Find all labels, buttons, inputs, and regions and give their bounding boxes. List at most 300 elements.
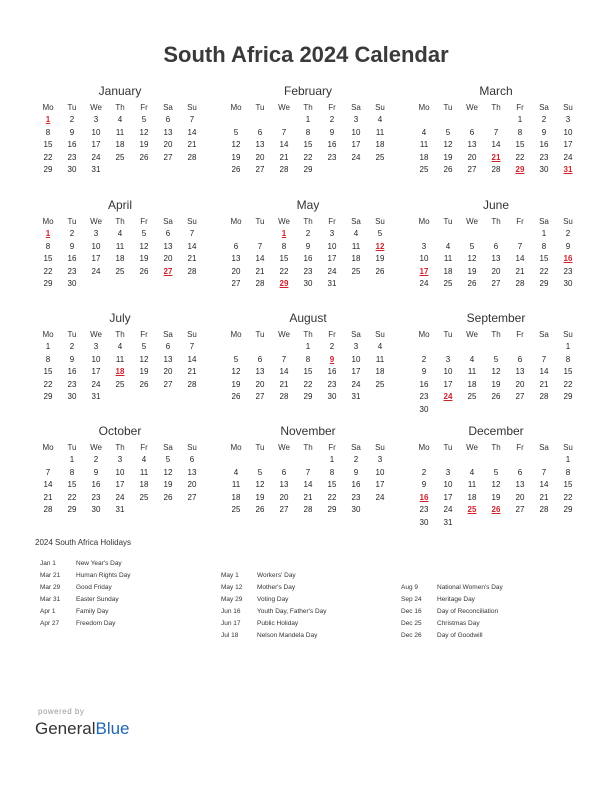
month-grid bbox=[224, 101, 392, 177]
month-grid bbox=[224, 215, 392, 291]
day-cell: 8 bbox=[565, 354, 571, 364]
weekday-header: Sa bbox=[351, 330, 361, 339]
holiday-row bbox=[40, 594, 131, 606]
weekday-header: Sa bbox=[539, 217, 549, 226]
holiday-day-cell: 29 bbox=[279, 279, 289, 289]
day-cell: 12 bbox=[443, 140, 453, 150]
day-cell: 2 bbox=[305, 229, 311, 238]
holiday-row bbox=[221, 594, 327, 606]
weekday-header: Fr bbox=[328, 330, 336, 339]
day-cell: 20 bbox=[491, 266, 501, 276]
weekday-header: Fr bbox=[140, 217, 148, 226]
day-cell: 25 bbox=[231, 505, 241, 515]
day-cell: 22 bbox=[43, 152, 53, 162]
empty-day-cell bbox=[248, 114, 272, 127]
day-cell: 2 bbox=[69, 229, 75, 238]
day-cell: 9 bbox=[69, 354, 75, 364]
day-cell: 29 bbox=[539, 279, 549, 289]
day-cell: 27 bbox=[279, 505, 289, 515]
month-name: July bbox=[109, 311, 131, 325]
day-cell: 28 bbox=[279, 165, 289, 175]
day-cell: 16 bbox=[67, 367, 77, 377]
day-cell: 11 bbox=[375, 127, 385, 137]
day-cell: 15 bbox=[327, 480, 337, 490]
holiday-name: Freedom Day bbox=[76, 620, 116, 627]
day-cell: 17 bbox=[115, 480, 125, 490]
weekday-header: Th bbox=[303, 330, 313, 339]
day-cell: 28 bbox=[255, 279, 265, 289]
day-cell: 11 bbox=[115, 354, 125, 364]
day-cell: 7 bbox=[189, 115, 195, 124]
day-cell: 20 bbox=[163, 367, 173, 377]
weekday-header: Tu bbox=[67, 103, 77, 112]
empty-day-cell bbox=[248, 454, 272, 467]
weekday-header: We bbox=[278, 443, 290, 452]
weekday-header: Su bbox=[187, 103, 197, 112]
holiday-date: Mar 31 bbox=[40, 596, 61, 603]
day-cell: 18 bbox=[139, 480, 149, 490]
day-cell: 2 bbox=[93, 455, 99, 464]
empty-day-cell bbox=[224, 454, 248, 467]
holiday-name: Good Friday bbox=[76, 584, 112, 591]
weekday-header: Sa bbox=[351, 443, 361, 452]
holiday-name: Workers' Day bbox=[257, 572, 296, 579]
day-cell: 10 bbox=[351, 127, 361, 137]
day-cell: 12 bbox=[139, 127, 149, 137]
weekday-header: Sa bbox=[163, 443, 173, 452]
day-cell: 4 bbox=[469, 467, 475, 477]
day-cell: 7 bbox=[189, 229, 195, 238]
holiday-date: Apr 1 bbox=[40, 608, 56, 615]
day-cell: 5 bbox=[233, 354, 239, 364]
day-cell: 28 bbox=[539, 392, 549, 402]
day-cell: 26 bbox=[467, 279, 477, 289]
holiday-day-cell: 16 bbox=[563, 254, 573, 264]
weekday-header: Mo bbox=[230, 443, 242, 452]
weekday-header: Fr bbox=[516, 443, 524, 452]
day-cell: 8 bbox=[45, 127, 51, 137]
holiday-name: Christmas Day bbox=[437, 620, 480, 627]
day-cell: 30 bbox=[67, 279, 77, 289]
holiday-column bbox=[401, 582, 503, 642]
day-cell: 4 bbox=[117, 115, 123, 124]
day-cell: 22 bbox=[327, 492, 337, 502]
day-cell: 10 bbox=[327, 241, 337, 251]
empty-day-cell bbox=[248, 341, 272, 354]
weekday-header: Su bbox=[375, 330, 385, 339]
day-cell: 29 bbox=[303, 165, 313, 175]
day-cell: 13 bbox=[187, 467, 197, 477]
holiday-row bbox=[401, 630, 503, 642]
day-cell: 5 bbox=[141, 115, 147, 124]
holiday-day-cell: 1 bbox=[45, 115, 51, 124]
holiday-name: Youth Day, Father's Day bbox=[257, 608, 327, 615]
weekday-header: Fr bbox=[140, 443, 148, 452]
holiday-date: Jul 18 bbox=[221, 632, 239, 639]
weekday-header: We bbox=[278, 103, 290, 112]
day-cell: 2 bbox=[69, 115, 75, 124]
day-cell: 23 bbox=[67, 152, 77, 162]
day-cell: 27 bbox=[515, 505, 525, 515]
day-cell: 29 bbox=[563, 392, 573, 402]
day-cell: 13 bbox=[255, 140, 265, 150]
day-cell: 18 bbox=[115, 140, 125, 150]
day-cell: 9 bbox=[69, 127, 75, 137]
day-cell: 17 bbox=[443, 379, 453, 389]
page-title: South Africa 2024 Calendar bbox=[163, 42, 449, 67]
weekday-header: Fr bbox=[140, 103, 148, 112]
day-cell: 27 bbox=[255, 165, 265, 175]
month-july bbox=[36, 310, 204, 404]
empty-day-cell bbox=[460, 114, 484, 127]
day-cell: 25 bbox=[351, 266, 361, 276]
holiday-name: National Women's Day bbox=[437, 584, 503, 591]
day-cell: 14 bbox=[187, 127, 197, 137]
day-cell: 19 bbox=[139, 367, 149, 377]
day-cell: 3 bbox=[421, 241, 427, 251]
month-april bbox=[36, 197, 204, 291]
day-cell: 6 bbox=[517, 354, 523, 364]
day-cell: 1 bbox=[69, 455, 75, 464]
day-cell: 30 bbox=[419, 404, 429, 414]
holiday-name: Nelson Mandela Day bbox=[257, 632, 318, 639]
day-cell: 4 bbox=[141, 455, 147, 464]
day-cell: 18 bbox=[375, 140, 385, 150]
day-cell: 20 bbox=[187, 480, 197, 490]
day-cell: 26 bbox=[491, 392, 501, 402]
month-january bbox=[36, 83, 204, 177]
holiday-day-cell: 27 bbox=[163, 266, 173, 276]
day-cell: 19 bbox=[491, 379, 501, 389]
day-cell: 22 bbox=[563, 379, 573, 389]
month-november bbox=[224, 423, 392, 517]
day-cell: 7 bbox=[541, 354, 547, 364]
day-cell: 6 bbox=[189, 455, 195, 464]
day-cell: 24 bbox=[91, 152, 101, 162]
day-cell: 28 bbox=[303, 505, 313, 515]
day-cell: 15 bbox=[279, 254, 289, 264]
day-cell: 23 bbox=[303, 266, 313, 276]
weekday-header: Tu bbox=[67, 217, 77, 226]
empty-day-cell bbox=[272, 454, 296, 467]
day-cell: 21 bbox=[187, 254, 197, 264]
day-cell: 5 bbox=[493, 354, 499, 364]
day-cell: 21 bbox=[255, 266, 265, 276]
day-cell: 27 bbox=[515, 392, 525, 402]
day-cell: 6 bbox=[493, 241, 499, 251]
weekday-header: Th bbox=[115, 217, 125, 226]
empty-day-cell bbox=[484, 228, 508, 241]
day-cell: 17 bbox=[91, 254, 101, 264]
holiday-row bbox=[221, 630, 327, 642]
holiday-date: Sep 24 bbox=[401, 596, 422, 603]
day-cell: 10 bbox=[563, 127, 573, 137]
weekday-header: Mo bbox=[418, 330, 430, 339]
day-cell: 23 bbox=[419, 505, 429, 515]
weekday-header: Th bbox=[491, 217, 501, 226]
day-cell: 25 bbox=[115, 379, 125, 389]
weekday-header: Mo bbox=[418, 443, 430, 452]
weekday-header: We bbox=[90, 103, 102, 112]
day-cell: 23 bbox=[67, 379, 77, 389]
day-cell: 1 bbox=[305, 115, 311, 124]
weekday-header: Fr bbox=[328, 443, 336, 452]
day-cell: 4 bbox=[233, 467, 239, 477]
month-march bbox=[412, 83, 580, 177]
day-cell: 23 bbox=[539, 152, 549, 162]
day-cell: 27 bbox=[255, 392, 265, 402]
holiday-row bbox=[40, 570, 131, 582]
weekday-header: We bbox=[278, 330, 290, 339]
weekday-header: We bbox=[466, 103, 478, 112]
day-cell: 15 bbox=[67, 480, 77, 490]
day-cell: 4 bbox=[445, 241, 451, 251]
empty-day-cell bbox=[412, 341, 436, 354]
holiday-name: Voting Day bbox=[257, 596, 289, 603]
month-grid bbox=[36, 215, 204, 291]
day-cell: 4 bbox=[117, 229, 123, 238]
holiday-name: New Year's Day bbox=[76, 560, 122, 567]
day-cell: 19 bbox=[139, 254, 149, 264]
day-cell: 9 bbox=[541, 127, 547, 137]
day-cell: 29 bbox=[43, 392, 53, 402]
day-cell: 30 bbox=[351, 505, 361, 515]
day-cell: 25 bbox=[139, 492, 149, 502]
day-cell: 24 bbox=[115, 492, 125, 502]
day-cell: 18 bbox=[467, 379, 477, 389]
day-cell: 11 bbox=[115, 127, 125, 137]
empty-day-cell bbox=[412, 454, 436, 467]
day-cell: 14 bbox=[491, 140, 501, 150]
day-cell: 5 bbox=[257, 467, 263, 477]
day-cell: 9 bbox=[421, 367, 427, 377]
day-cell: 9 bbox=[305, 241, 311, 251]
day-cell: 27 bbox=[187, 492, 197, 502]
day-cell: 10 bbox=[91, 354, 101, 364]
holiday-date: Dec 16 bbox=[401, 608, 422, 615]
month-grid bbox=[412, 101, 580, 177]
day-cell: 22 bbox=[539, 266, 549, 276]
day-cell: 9 bbox=[69, 241, 75, 251]
month-name: September bbox=[466, 311, 526, 325]
day-cell: 8 bbox=[45, 241, 51, 251]
holiday-name: Day of Reconciliation bbox=[437, 608, 499, 615]
day-cell: 20 bbox=[467, 152, 477, 162]
day-cell: 30 bbox=[67, 392, 77, 402]
day-cell: 11 bbox=[467, 367, 477, 377]
day-cell: 8 bbox=[69, 467, 75, 477]
holiday-row bbox=[221, 606, 327, 618]
holiday-name: Mother's Day bbox=[257, 584, 296, 591]
month-name: December bbox=[468, 424, 524, 438]
day-cell: 21 bbox=[279, 152, 289, 162]
day-cell: 23 bbox=[327, 379, 337, 389]
day-cell: 12 bbox=[139, 354, 149, 364]
day-cell: 2 bbox=[353, 455, 359, 464]
weekday-header: Sa bbox=[539, 330, 549, 339]
day-cell: 28 bbox=[43, 505, 53, 515]
holiday-date: Aug 9 bbox=[401, 584, 418, 591]
day-cell: 4 bbox=[353, 229, 359, 238]
day-cell: 30 bbox=[419, 517, 429, 527]
day-cell: 16 bbox=[419, 379, 429, 389]
day-cell: 6 bbox=[257, 354, 263, 364]
day-cell: 7 bbox=[305, 467, 311, 477]
month-name: January bbox=[98, 84, 142, 98]
day-cell: 16 bbox=[91, 480, 101, 490]
empty-day-cell bbox=[36, 454, 60, 467]
day-cell: 13 bbox=[231, 254, 241, 264]
day-cell: 8 bbox=[565, 467, 571, 477]
weekday-header: Th bbox=[303, 217, 313, 226]
month-december bbox=[412, 423, 580, 530]
day-cell: 6 bbox=[469, 127, 475, 137]
weekday-header: Su bbox=[375, 103, 385, 112]
day-cell: 11 bbox=[231, 480, 241, 490]
day-cell: 28 bbox=[187, 266, 197, 276]
weekday-header: Fr bbox=[328, 217, 336, 226]
holiday-row bbox=[401, 582, 503, 594]
day-cell: 16 bbox=[327, 140, 337, 150]
day-cell: 24 bbox=[443, 505, 453, 515]
weekday-header: Th bbox=[491, 330, 501, 339]
day-cell: 19 bbox=[231, 379, 241, 389]
day-cell: 26 bbox=[231, 392, 241, 402]
day-cell: 11 bbox=[443, 254, 453, 264]
day-cell: 18 bbox=[351, 254, 361, 264]
day-cell: 22 bbox=[515, 152, 525, 162]
day-cell: 20 bbox=[515, 492, 525, 502]
holiday-column bbox=[40, 558, 131, 630]
day-cell: 24 bbox=[351, 379, 361, 389]
day-cell: 19 bbox=[467, 266, 477, 276]
day-cell: 1 bbox=[517, 115, 523, 124]
weekday-header: Su bbox=[187, 217, 197, 226]
empty-day-cell bbox=[508, 341, 532, 354]
day-cell: 12 bbox=[163, 467, 173, 477]
empty-day-cell bbox=[460, 454, 484, 467]
day-cell: 17 bbox=[351, 140, 361, 150]
day-cell: 1 bbox=[45, 342, 51, 351]
holiday-date: Dec 26 bbox=[401, 632, 422, 639]
day-cell: 28 bbox=[187, 379, 197, 389]
day-cell: 13 bbox=[255, 367, 265, 377]
day-cell: 8 bbox=[305, 127, 311, 137]
holiday-day-cell: 16 bbox=[419, 492, 429, 502]
weekday-header: Tu bbox=[443, 103, 453, 112]
day-cell: 2 bbox=[329, 342, 335, 351]
day-cell: 15 bbox=[563, 367, 573, 377]
day-cell: 13 bbox=[163, 354, 173, 364]
holiday-day-cell: 12 bbox=[375, 241, 385, 251]
day-cell: 18 bbox=[115, 254, 125, 264]
day-cell: 18 bbox=[375, 367, 385, 377]
day-cell: 22 bbox=[563, 492, 573, 502]
weekday-header: Su bbox=[375, 217, 385, 226]
weekday-header: Tu bbox=[255, 103, 265, 112]
holiday-date: May 12 bbox=[221, 584, 243, 591]
day-cell: 8 bbox=[281, 241, 287, 251]
day-cell: 15 bbox=[539, 254, 549, 264]
month-grid bbox=[412, 441, 580, 530]
day-cell: 17 bbox=[351, 367, 361, 377]
weekday-header: Tu bbox=[67, 330, 77, 339]
day-cell: 8 bbox=[305, 354, 311, 364]
day-cell: 8 bbox=[517, 127, 523, 137]
empty-day-cell bbox=[412, 114, 436, 127]
weekday-header: Tu bbox=[255, 217, 265, 226]
day-cell: 1 bbox=[565, 455, 571, 464]
holiday-date: Mar 21 bbox=[40, 572, 61, 579]
weekday-header: Mo bbox=[42, 103, 54, 112]
weekday-header: Su bbox=[563, 330, 573, 339]
holiday-day-cell: 25 bbox=[467, 505, 477, 515]
day-cell: 24 bbox=[563, 152, 573, 162]
empty-day-cell bbox=[272, 114, 296, 127]
day-cell: 20 bbox=[163, 140, 173, 150]
weekday-header: Mo bbox=[42, 330, 54, 339]
day-cell: 11 bbox=[139, 467, 149, 477]
day-cell: 6 bbox=[165, 342, 171, 351]
holiday-date: Jun 16 bbox=[221, 608, 241, 615]
weekday-header: Th bbox=[303, 443, 313, 452]
weekday-header: Th bbox=[491, 103, 501, 112]
weekday-header: Tu bbox=[67, 443, 77, 452]
day-cell: 10 bbox=[375, 467, 385, 477]
day-cell: 11 bbox=[351, 241, 361, 251]
day-cell: 1 bbox=[541, 229, 547, 238]
day-cell: 19 bbox=[139, 140, 149, 150]
day-cell: 31 bbox=[443, 517, 453, 527]
day-cell: 18 bbox=[419, 152, 429, 162]
day-cell: 8 bbox=[329, 467, 335, 477]
holiday-name: Easter Sunday bbox=[76, 596, 119, 603]
day-cell: 12 bbox=[491, 480, 501, 490]
day-cell: 14 bbox=[539, 480, 549, 490]
weekday-header: We bbox=[90, 443, 102, 452]
weekday-header: We bbox=[90, 217, 102, 226]
empty-day-cell bbox=[436, 341, 460, 354]
day-cell: 10 bbox=[443, 480, 453, 490]
day-cell: 13 bbox=[491, 254, 501, 264]
holiday-date: May 1 bbox=[221, 572, 239, 579]
weekday-header: We bbox=[466, 217, 478, 226]
day-cell: 4 bbox=[469, 354, 475, 364]
day-cell: 25 bbox=[419, 165, 429, 175]
month-grid bbox=[36, 441, 204, 517]
day-cell: 23 bbox=[91, 492, 101, 502]
day-cell: 11 bbox=[467, 480, 477, 490]
day-cell: 30 bbox=[563, 279, 573, 289]
day-cell: 14 bbox=[303, 480, 313, 490]
holiday-row bbox=[221, 582, 327, 594]
month-may bbox=[224, 197, 392, 291]
day-cell: 15 bbox=[515, 140, 525, 150]
day-cell: 17 bbox=[91, 367, 101, 377]
day-cell: 9 bbox=[93, 467, 99, 477]
weekday-header: Sa bbox=[163, 330, 173, 339]
day-cell: 2 bbox=[421, 354, 427, 364]
day-cell: 21 bbox=[303, 492, 313, 502]
day-cell: 2 bbox=[69, 342, 75, 351]
day-cell: 5 bbox=[493, 467, 499, 477]
holiday-date: Dec 25 bbox=[401, 620, 422, 627]
holiday-name: Public Holiday bbox=[257, 620, 299, 627]
day-cell: 27 bbox=[231, 279, 241, 289]
day-cell: 30 bbox=[91, 505, 101, 515]
day-cell: 9 bbox=[329, 127, 335, 137]
day-cell: 12 bbox=[255, 480, 265, 490]
